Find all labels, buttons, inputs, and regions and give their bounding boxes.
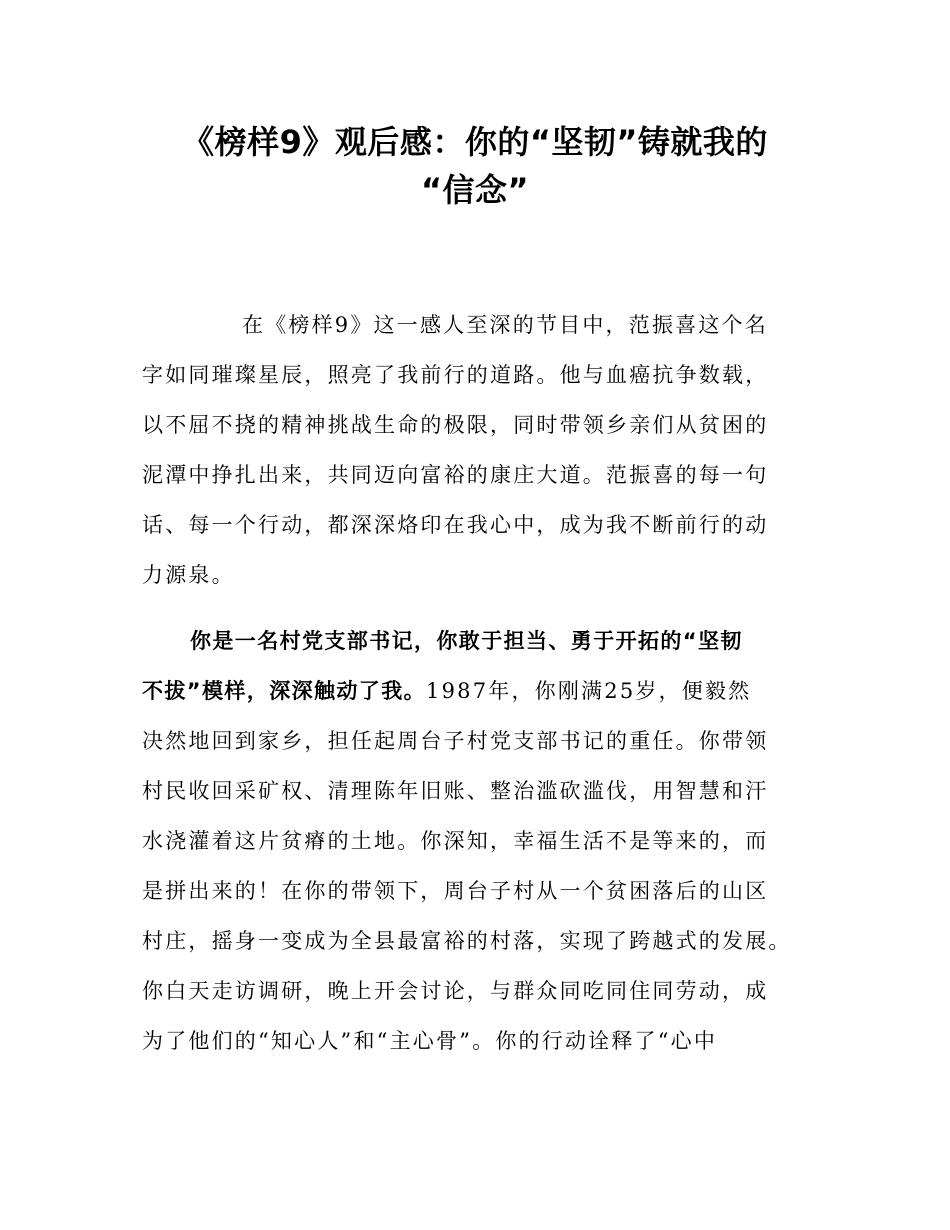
paragraph-line: 话、每一个行动，都深深烙印在我心中，成为我不断前行的动 <box>142 513 769 537</box>
document-title <box>120 118 830 214</box>
paragraph-spacer <box>142 600 842 616</box>
paragraph-line <box>142 666 842 716</box>
paragraph-line: 在《榜样9》这一感人至深的节目中，范振喜这个名 <box>242 313 768 337</box>
paragraph-text: 1987年，你刚满25岁，便毅然 <box>426 679 752 703</box>
bold-lead-text: 你是一名村党支部书记，你敢于担当、勇于开拓的“坚韧 <box>190 629 743 653</box>
document-body <box>142 300 842 1066</box>
paragraph-line: 力源泉。 <box>142 563 235 587</box>
paragraph-line: 水浇灌着这片贫瘠的土地。你深知，幸福生活不是等来的，而 <box>142 829 769 853</box>
paragraph-2 <box>142 616 842 1066</box>
paragraph-line: 以不屈不挠的精神挑战生命的极限，同时带领乡亲们从贫困的 <box>142 413 769 437</box>
paragraph-line: 字如同璀璨星辰，照亮了我前行的道路。他与血癌抗争数载， <box>142 363 769 387</box>
paragraph-line: 为了他们的“知心人”和“主心骨”。你的行动诠释了“心中 <box>142 1029 718 1053</box>
title-line: 《榜样9》观后感：你的“坚韧”铸就我的 <box>182 123 768 161</box>
paragraph-line: 决然地回到家乡，担任起周台子村党支部书记的重任。你带领 <box>142 729 769 753</box>
paragraph-line <box>142 616 842 666</box>
paragraph-line: 你白天走访调研，晚上开会讨论，与群众同吃同住同劳动，成 <box>142 979 769 1003</box>
paragraph-line: 村庄，摇身一变成为全县最富裕的村落，实现了跨越式的发展。 <box>142 929 792 953</box>
paragraph-line: 是拼出来的！在你的带领下，周台子村从一个贫困落后的山区 <box>142 879 769 903</box>
bold-lead-text: 不拔”模样，深深触动了我。 <box>142 679 427 703</box>
paragraph-line: 村民收回采矿权、清理陈年旧账、整治滥砍滥伐，用智慧和汗 <box>142 779 769 803</box>
paragraph-line: 泥潭中挣扎出来，共同迈向富裕的康庄大道。范振喜的每一句 <box>142 463 769 487</box>
title-line: “信念” <box>420 171 530 209</box>
paragraph-1 <box>142 300 842 600</box>
